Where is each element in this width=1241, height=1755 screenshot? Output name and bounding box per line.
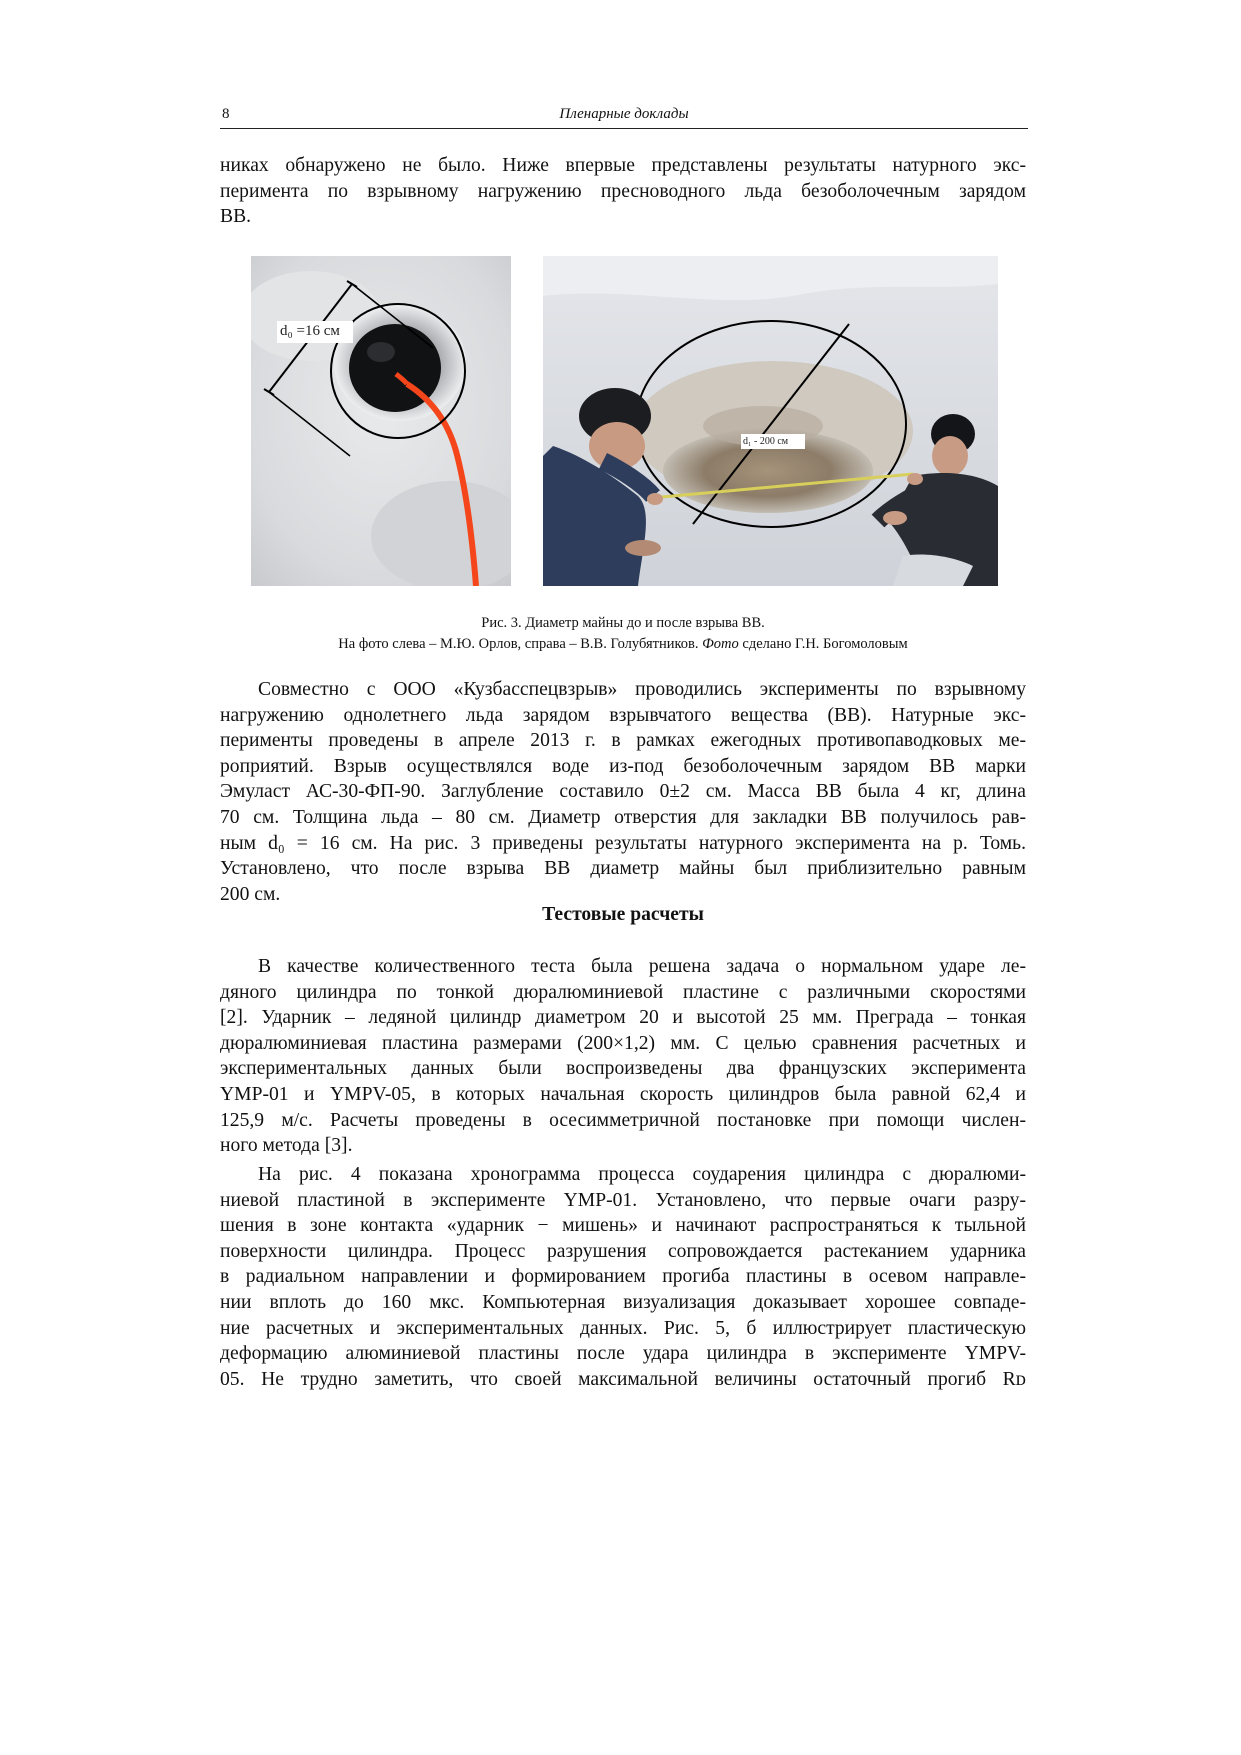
text-line: дюралюминиевая пластина размерами (200×1,2) мм. С целью сравнения расчетных и xyxy=(220,1032,1026,1054)
text-line: перимента по взрывному нагружению пресноводного льда безоболочечным зарядом xyxy=(220,180,1026,202)
figure-caption xyxy=(220,613,1026,655)
caption-credit-a: На фото слева – М.Ю. Орлов, справа – В.В. Голубятников. xyxy=(338,636,703,652)
caption-credit-b: сделано Г.Н. Богомоловым xyxy=(738,636,908,652)
text-line: нии вплоть до 160 мкс. Компьютерная визуализация доказывает хорошее совпаде- xyxy=(220,1291,1026,1313)
text-line: деформацию алюминиевой пластины после удара цилиндра в эксперименте YMPV- xyxy=(220,1343,1026,1365)
running-header xyxy=(220,104,1028,129)
diameter-label-after: d₁ - 200 см xyxy=(743,436,789,447)
text-line: нагружению однолетнего льда зарядом взрывчатого вещества (ВВ). Натурные экс- xyxy=(220,704,1026,726)
text-line: никах обнаружено не было. Ниже впервые представлены результаты натурного экс- xyxy=(220,155,1026,176)
text-line: В качестве количественного теста была решена задача о нормальном ударе ле- xyxy=(258,956,1026,977)
text-line: роприятий. Взрыв осуществлялся воде из-под безоболочечным зарядом ВВ марки xyxy=(220,755,1026,777)
caption-line-2 xyxy=(220,634,1026,655)
photo-ice-hole-image xyxy=(543,256,998,586)
text-line: 70 см. Толщина льда – 80 см. Диаметр отверстия для закладки ВВ получилось рав- xyxy=(220,806,1026,828)
text-line: 200 см. xyxy=(220,883,281,905)
section-heading: Тестовые расчеты xyxy=(542,904,704,925)
header-title: Пленарные доклады xyxy=(559,106,689,122)
text-line: перименты проведены в апреле 2013 г. в рамках ежегодных противопаводковых ме- xyxy=(220,730,1026,752)
text-line: экспериментальных данных были воспроизведены два французских эксперимента xyxy=(220,1058,1026,1080)
text-line: Эмуласт АС-30-ФП-90. Заглубление составило 0±2 см. Масса ВВ была 4 кг, длина xyxy=(220,781,1026,803)
text-line: 125,9 м/с. Расчеты проведены в осесимметричной постановке при помощи числен- xyxy=(220,1109,1026,1131)
text-line: Установлено, что после взрыва ВВ диаметр майны был приблизительно равным xyxy=(220,858,1026,880)
diameter-label-before: d₀ =16 см xyxy=(280,323,340,339)
paragraph-chronogram xyxy=(220,1162,1026,1392)
caption-credit-italic: Фото xyxy=(702,636,739,652)
text-line: [2]. Ударник – ледяной цилиндр диаметром 20 и высотой 25 мм. Преграда – тонкая xyxy=(220,1007,1026,1029)
text-line: шения в зоне контакта «ударник − мишень» и начинают распространяться к тыльной xyxy=(220,1215,1026,1237)
caption-line-1: Рис. 3. Диаметр майны до и после взрыва ВВ. xyxy=(481,615,765,631)
text-line: поверхности цилиндра. Процесс разрушения сопровождается растеканием ударника xyxy=(220,1240,1026,1262)
text-line: YMP-01 и YMPV-05, в которых начальная скорость цилиндров была равной 62,4 и xyxy=(220,1083,1026,1105)
text-line: 05. Не трудно заметить, что своей максимальной величины остаточный прогиб Rᴅ xyxy=(220,1368,1026,1390)
intro-paragraph xyxy=(220,153,1026,230)
page-number: 8 xyxy=(222,106,230,122)
text-line: ного метода [3]. xyxy=(220,1135,353,1157)
text-line: ние расчетных и экспериментальных данных. Рис. 5, б иллюстрирует пластическую xyxy=(220,1317,1026,1339)
text-line: Совместно с ООО «Кузбасспецвзрыв» проводились эксперименты по взрывному xyxy=(258,679,1026,700)
text-line: ниевой пластиной в эксперименте YMP-01. Установлено, что первые очаги разру- xyxy=(220,1189,1026,1211)
text-line: ным d₀ = 16 см. На рис. 3 приведены результаты натурного эксперимента на р. Томь. xyxy=(220,832,1026,854)
text-line: дяного цилиндра по тонкой дюралюминиевой пластине с различными скоростями xyxy=(220,981,1026,1003)
text-line: в радиальном направлении и формированием прогиба пластины в осевом направле- xyxy=(220,1266,1026,1288)
paragraph-test xyxy=(220,954,1026,1159)
text-line: ВВ. xyxy=(220,206,252,228)
photo-after-blast xyxy=(543,256,998,586)
text-line: На рис. 4 показана хронограмма процесса соударения цилиндра с дюралюми- xyxy=(258,1164,1026,1185)
paragraph-experiment xyxy=(220,677,1026,907)
photo-hole-image xyxy=(251,256,511,586)
photo-before-blast xyxy=(251,256,511,586)
